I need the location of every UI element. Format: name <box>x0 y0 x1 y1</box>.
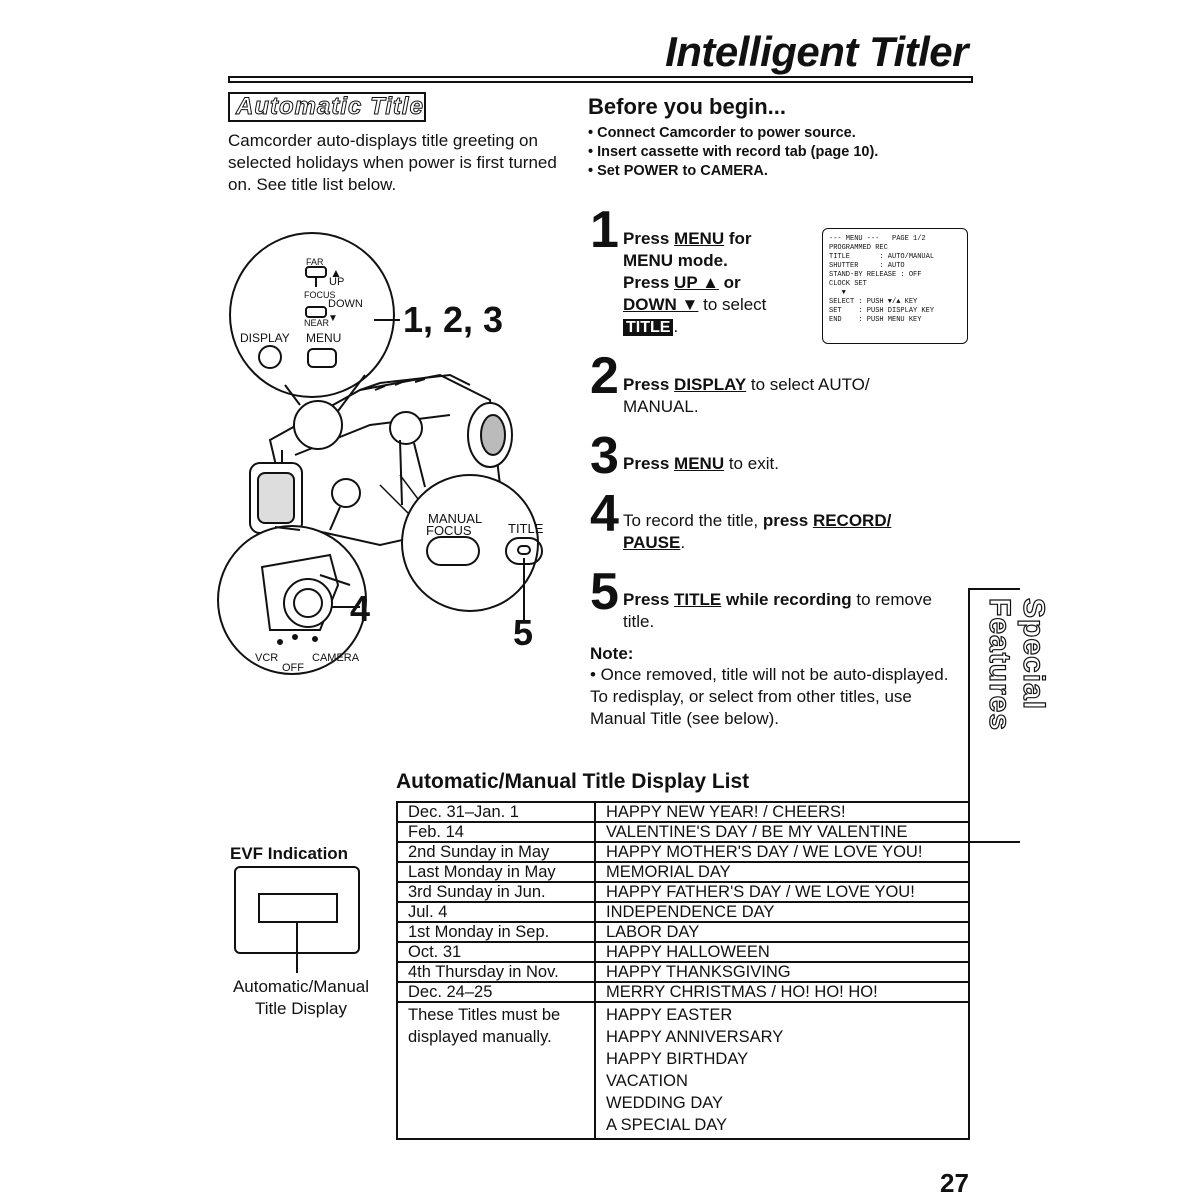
display-label: DISPLAY <box>240 331 290 345</box>
date-cell: Dec. 31–Jan. 1 <box>397 802 595 822</box>
before-item: • Connect Camcorder to power source. <box>588 125 856 141</box>
step-number: 2 <box>590 347 619 405</box>
manual-title: WEDDING DAY <box>606 1094 724 1112</box>
step-number: 1 <box>590 201 619 259</box>
step-2-text: Press DISPLAY to select AUTO/ MANUAL. <box>623 375 870 416</box>
focus-label: FOCUS <box>304 290 336 300</box>
before-item: • Set POWER to CAMERA. <box>588 163 768 179</box>
step-number: 4 <box>590 485 619 543</box>
menu-screen <box>822 228 968 344</box>
section-heading: Automatic Title <box>228 92 426 122</box>
callout-4: 4 <box>350 588 371 629</box>
table-row <box>397 822 969 842</box>
menu-row: --- MENU --- PAGE 1/2 <box>829 235 926 243</box>
title-cell: HAPPY FATHER'S DAY / WE LOVE YOU! <box>595 882 969 902</box>
date-cell: Last Monday in May <box>397 862 595 882</box>
side-tab-label: Special Features <box>983 598 1050 732</box>
note-heading: Note: <box>590 644 634 663</box>
side-tab <box>968 588 1050 843</box>
table-row-manual <box>397 1002 969 1139</box>
menu-row: PROGRAMMED REC <box>829 244 888 252</box>
table-row <box>397 982 969 1002</box>
vcr-label: VCR <box>255 652 279 664</box>
title-cell: INDEPENDENCE DAY <box>595 902 969 922</box>
manual-note-line: These Titles must be <box>408 1006 561 1024</box>
date-cell: Feb. 14 <box>397 822 595 842</box>
date-cell: 4th Thursday in Nov. <box>397 962 595 982</box>
manual-titles-cell <box>595 1002 969 1139</box>
title-display-table <box>396 801 970 1140</box>
intro-text: Camcorder auto-displays title greeting on selected holidays when power is first turned on. See title list below. <box>228 131 557 194</box>
menu-row: STAND-BY RELEASE : OFF <box>829 271 922 279</box>
date-cell: Jul. 4 <box>397 902 595 922</box>
note-body: • Once removed, title will not be auto-displayed. To redisplay, or select from other titles, use Manual Title (see below). <box>590 665 949 728</box>
page-title: Intelligent Titler <box>665 28 968 75</box>
title-cell: HAPPY MOTHER'S DAY / WE LOVE YOU! <box>595 842 969 862</box>
table-row <box>397 962 969 982</box>
camera-label: CAMERA <box>312 652 360 664</box>
title-cell: VALENTINE'S DAY / BE MY VALENTINE <box>595 822 969 842</box>
before-item: • Insert cassette with record tab (page 10). <box>588 144 879 160</box>
title-cell: MEMORIAL DAY <box>595 862 969 882</box>
callout-123: 1, 2, 3 <box>403 299 504 340</box>
manual-title: HAPPY EASTER <box>606 1006 733 1024</box>
page-number: 27 <box>940 1168 969 1198</box>
manual-title: A SPECIAL DAY <box>606 1116 728 1134</box>
table-row <box>397 862 969 882</box>
title-label: TITLE <box>508 521 544 536</box>
table-row <box>397 842 969 862</box>
evf-caption: Automatic/Manual Title Display <box>232 977 370 1018</box>
step-1-text: Press MENU for MENU mode. Press UP ▲ or DOWN ▼ to select TITLE . <box>623 229 767 336</box>
manual-label-2: FOCUS <box>426 523 472 538</box>
date-cell: 3rd Sunday in Jun. <box>397 882 595 902</box>
manual-title: HAPPY ANNIVERSARY <box>606 1028 784 1046</box>
before-heading: Before you begin... <box>588 94 787 119</box>
manual-note-cell <box>397 1002 595 1139</box>
evf-pointer <box>296 923 298 973</box>
down-label: DOWN <box>328 298 363 310</box>
title-cell: HAPPY NEW YEAR! / CHEERS! <box>595 802 969 822</box>
far-label: FAR <box>306 257 324 267</box>
up-label: UP <box>329 276 345 288</box>
evf-heading: EVF Indication <box>230 844 349 863</box>
menu-row: END : PUSH MENU KEY <box>829 316 922 324</box>
step-number: 3 <box>590 427 619 485</box>
down-arrow-icon: ▼ <box>328 313 338 324</box>
near-label: NEAR <box>304 318 330 328</box>
up-arrow-icon: ▲ <box>330 266 342 280</box>
step-5-text: Press TITLE while recording to remove title. <box>623 590 932 631</box>
table-row <box>397 942 969 962</box>
menu-row: ▼ <box>829 289 846 297</box>
callout-5: 5 <box>513 612 534 653</box>
manual-title: VACATION <box>606 1072 688 1090</box>
before-list <box>588 124 878 181</box>
table-row <box>397 902 969 922</box>
date-cell: 2nd Sunday in May <box>397 842 595 862</box>
table-row <box>397 802 969 822</box>
table-row <box>397 882 969 902</box>
step-3-text: Press MENU to exit. <box>623 454 779 473</box>
title-cell: HAPPY HALLOWEEN <box>595 942 969 962</box>
date-cell: Dec. 24–25 <box>397 982 595 1002</box>
table-heading: Automatic/Manual Title Display List <box>396 770 750 793</box>
camcorder-illustration <box>200 225 590 695</box>
menu-row: CLOCK SET <box>829 280 867 288</box>
manual-label-1: MANUAL <box>428 511 483 526</box>
step-4-text: To record the title, press RECORD/ PAUSE. <box>623 511 892 552</box>
title-cell: LABOR DAY <box>595 922 969 942</box>
menu-row: SHUTTER : AUTO <box>829 262 905 270</box>
title-cell: MERRY CHRISTMAS / HO! HO! HO! <box>595 982 969 1002</box>
step-number: 5 <box>590 563 619 621</box>
menu-row: SELECT : PUSH ▼/▲ KEY <box>829 298 918 306</box>
title-chip: TITLE <box>623 319 673 336</box>
manual-note-line: displayed manually. <box>408 1028 552 1046</box>
off-label: OFF <box>282 662 304 674</box>
menu-row: TITLE : AUTO/MANUAL <box>829 253 935 261</box>
menu-label: MENU <box>306 331 342 345</box>
title-rule <box>228 76 973 83</box>
evf-title-box <box>258 893 338 923</box>
menu-row: SET : PUSH DISPLAY KEY <box>829 307 935 315</box>
title-cell: HAPPY THANKSGIVING <box>595 962 969 982</box>
table-row <box>397 922 969 942</box>
manual-title: HAPPY BIRTHDAY <box>606 1050 749 1068</box>
date-cell: 1st Monday in Sep. <box>397 922 595 942</box>
date-cell: Oct. 31 <box>397 942 595 962</box>
